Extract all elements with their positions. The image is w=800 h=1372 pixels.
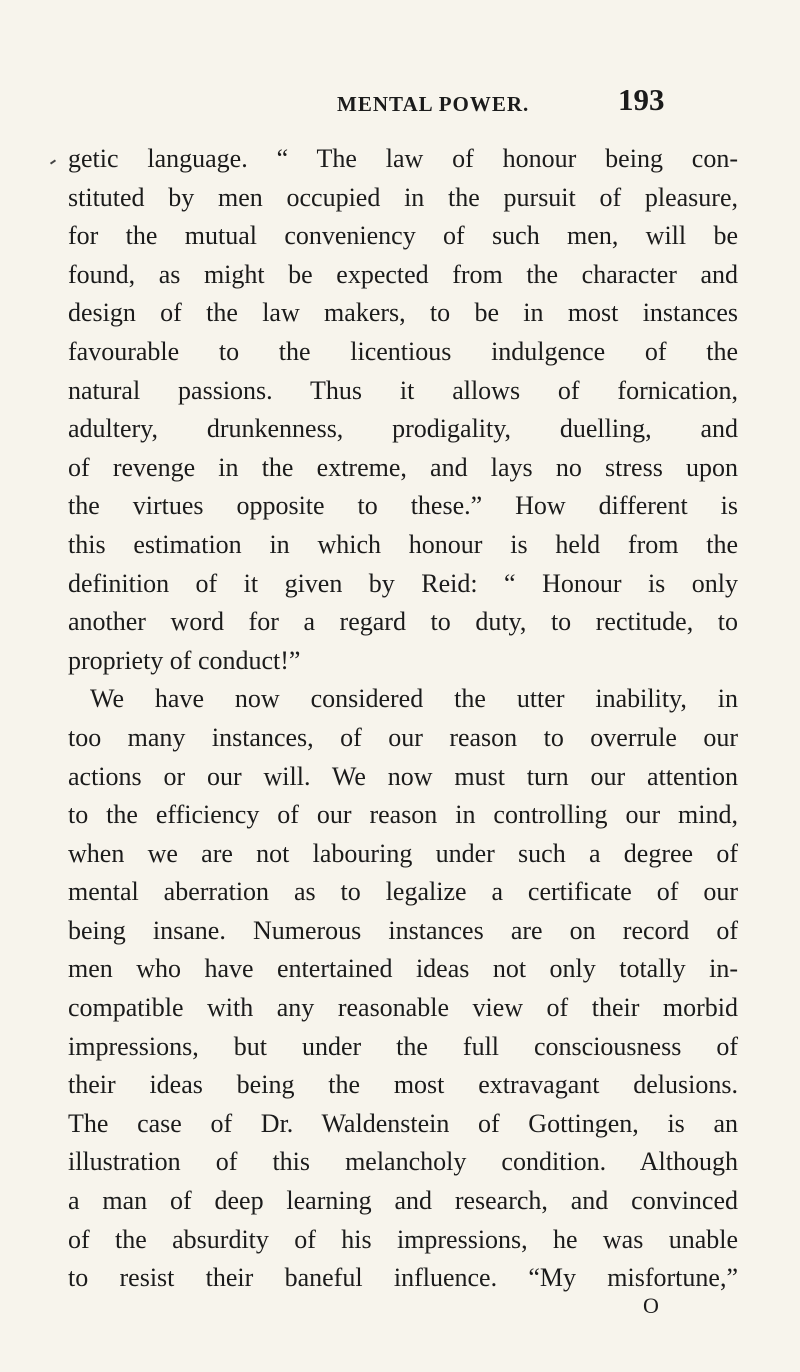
body-text (68, 140, 738, 1298)
text-line: The case of Dr. Waldenstein of Gottingen, is an (68, 1108, 738, 1138)
text-line: propriety of conduct!” (68, 645, 301, 675)
text-line: adultery, drunkenness, prodigality, duelling, and (68, 414, 738, 444)
text-line: this estimation in which honour is held from the (68, 529, 738, 559)
text-line: impressions, but under the full consciousness of (68, 1031, 738, 1061)
text-line: definition of it given by Reid: “ Honour is only (68, 568, 738, 598)
text-line: favourable to the licentious indulgence of the (68, 336, 738, 366)
running-head (0, 82, 800, 128)
text-line: mental aberration as to legalize a certificate of our (68, 877, 738, 907)
text-line: the virtues opposite to these.” How different is (68, 491, 738, 521)
page-number: 193 (618, 82, 665, 117)
text-line: getic language. “ The law of honour being con- (68, 144, 738, 173)
text-line: of the absurdity of his impressions, he was unable (68, 1224, 738, 1254)
text-line: We have now considered the utter inability, in (90, 684, 738, 714)
text-line: men who have entertained ideas not only totally in- (68, 954, 738, 984)
text-line: of revenge in the extreme, and lays no stress upon (68, 452, 738, 482)
text-line: stituted by men occupied in the pursuit of pleasure, (68, 182, 738, 212)
signature-mark: O (643, 1293, 659, 1318)
text-line: their ideas being the most extravagant delusions. (68, 1070, 738, 1100)
text-line: too many instances, of our reason to overrule our (68, 722, 738, 752)
text-line: to the efficiency of our reason in controlling our mind, (68, 800, 738, 830)
text-line: when we are not labouring under such a degree of (68, 838, 738, 868)
text-line: to resist their baneful influence. “My misfortune,” (68, 1263, 738, 1293)
text-line: for the mutual conveniency of such men, will be (68, 221, 738, 251)
text-line: actions or our will. We now must turn our attention (68, 761, 738, 791)
text-line: another word for a regard to duty, to rectitude, to (68, 607, 738, 637)
text-line: design of the law makers, to be in most instances (68, 298, 738, 328)
text-line: found, as might be expected from the character and (68, 259, 738, 289)
text-line: being insane. Numerous instances are on record of (68, 915, 738, 945)
text-line: illustration of this melancholy condition. Although (68, 1147, 738, 1177)
running-title: MENTAL POWER. (337, 92, 530, 116)
text-line: a man of deep learning and research, and convinced (68, 1186, 738, 1216)
margin-mark (50, 159, 56, 164)
text-line: natural passions. Thus it allows of fornication, (68, 375, 738, 405)
text-line: compatible with any reasonable view of their morbid (68, 993, 738, 1023)
